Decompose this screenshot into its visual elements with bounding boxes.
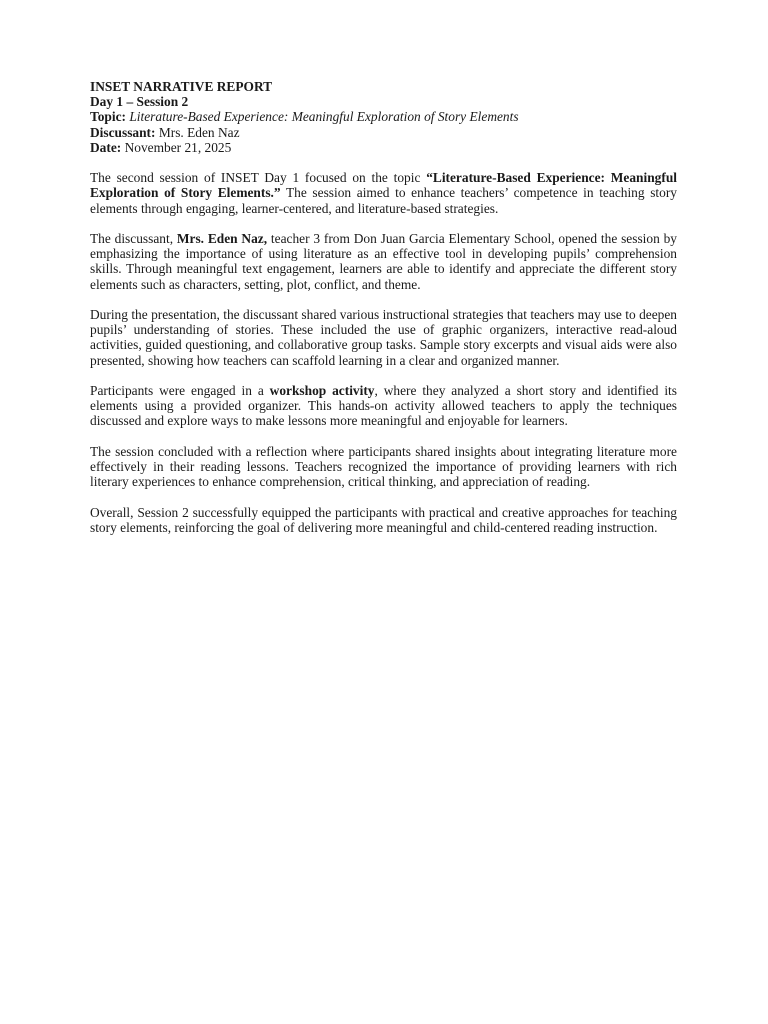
discussant-label: Discussant: [90,124,156,140]
discussant-value: Mrs. Eden Naz [158,124,240,140]
paragraph-discussant: The discussant, Mrs. Eden Naz, teacher 3 from Don Juan Garcia Elementary School, opened the session by emphasizing the importance of using literature as an effective tool in developing pupils’ comprehension skills. Through meaningful text engagement, learners are able to identify and appreciate the different story elements such as characters, setting, plot, conflict, and theme. [90,231,677,292]
paragraph-intro: The second session of INSET Day 1 focused on the topic “Literature-Based Experience: Meaningful Exploration of Story Elements.” The session aimed to enhance teachers’ competence in teaching story elements through engaging, learner-centered, and literature-based strategies. [90,170,677,216]
document-page [90,79,677,550]
date-line [90,140,677,155]
paragraph-reflection: The session concluded with a reflection where participants shared insights about integrating literature more effectively in their reading lessons. Teachers recognized the importance of providing learners with rich literary experiences to enhance comprehension, critical thinking, and appreciation of reading. [90,443,677,490]
paragraph-presentation: During the presentation, the discussant shared various instructional strategies that teachers may use to deepen pupils’ understanding of stories. These included the use of graphic organizers, interactive read-aloud activities, guided questioning, and collaborative group tasks. Sample story excerpts and visual aids were also presented, showing how teachers can scaffold learning in a clear and organized manner. [90,307,677,368]
date-label: Date: [90,139,122,155]
topic-label: Topic: [90,109,126,125]
topic-line [90,109,677,124]
report-title: INSET NARRATIVE REPORT [90,79,273,94]
report-header [90,79,677,155]
paragraph-workshop: Participants were engaged in a workshop activity, where they analyzed a short story and identified its elements using a provided organizer. This hands-on activity allowed teachers to apply the techniques discussed and explore ways to make lessons more meaningful and enjoyable for learners. [90,383,677,429]
date-value: November 21, 2025 [124,139,232,155]
paragraph-conclusion: Overall, Session 2 successfully equipped the participants with practical and creative approaches for teaching story elements, reinforcing the goal of delivering more meaningful and child-centered reading instruction. [90,504,677,535]
topic-value: Literature-Based Experience: Meaningful Exploration of Story Elements [129,109,519,125]
discussant-line [90,125,677,140]
session-line: Day 1 – Session 2 [90,94,189,110]
